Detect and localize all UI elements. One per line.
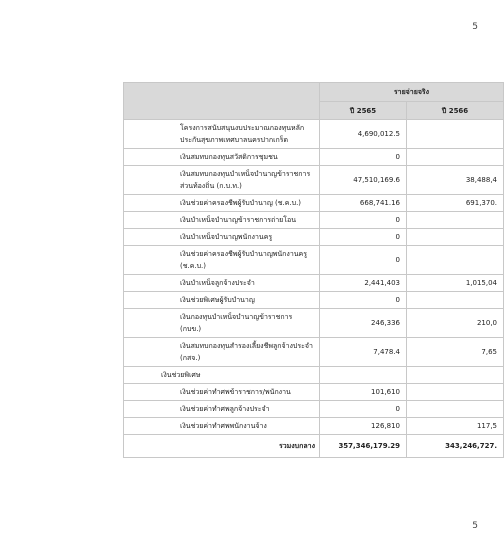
value-2565: 101,610 bbox=[320, 384, 407, 401]
value-2566: 1,015,04 bbox=[407, 275, 504, 292]
page-number-bottom: 5 bbox=[472, 521, 478, 531]
table-row bbox=[124, 309, 504, 338]
value-2565: 4,690,012.5 bbox=[320, 120, 407, 149]
table-row bbox=[124, 166, 504, 195]
value-2566: 117,5 bbox=[407, 418, 504, 435]
row-label: เงินบำเหน็จบำนาญพนักงานครู bbox=[124, 229, 320, 246]
table-row bbox=[124, 338, 504, 367]
row-label: เงินสมทบกองทุนบำเหน็จบำนาญข้าราชการส่วนท้องถิ่น (ก.บ.ท.) bbox=[124, 166, 320, 195]
value-2566: 210,0 bbox=[407, 309, 504, 338]
value-2565: 668,741.16 bbox=[320, 195, 407, 212]
value-2566 bbox=[407, 212, 504, 229]
value-2565: 0 bbox=[320, 149, 407, 166]
value-2566: 691,370. bbox=[407, 195, 504, 212]
table-row bbox=[124, 195, 504, 212]
table-body bbox=[124, 120, 504, 458]
row-label: เงินบำเหน็จบำนาญข้าราชการถ่ายโอน bbox=[124, 212, 320, 229]
row-label: โครงการสนับสนุนงบประมาณกองทุนหลักประกันสุขภาพเทศบาลนครปากเกร็ด bbox=[124, 120, 320, 149]
row-label: เงินช่วยค่าทำศพข้าราชการ/พนักงาน bbox=[124, 384, 320, 401]
table-row bbox=[124, 246, 504, 275]
value-2565: 0 bbox=[320, 246, 407, 275]
table-row bbox=[124, 275, 504, 292]
value-2566 bbox=[407, 120, 504, 149]
row-label: เงินช่วยค่าครองชีพผู้รับบำนาญ (ช.ค.บ.) bbox=[124, 195, 320, 212]
value-2565: 2,441,403 bbox=[320, 275, 407, 292]
row-label: เงินสมทบกองทุนสำรองเลี้ยงชีพลูกจ้างประจำ (กสจ.) bbox=[124, 338, 320, 367]
value-2566 bbox=[407, 246, 504, 275]
page-number-top: 5 bbox=[472, 22, 478, 32]
table-row bbox=[124, 149, 504, 166]
value-2565: 0 bbox=[320, 401, 407, 418]
value-2566 bbox=[407, 367, 504, 384]
row-group-label: เงินช่วยพิเศษ bbox=[124, 367, 320, 384]
table-row bbox=[124, 418, 504, 435]
row-label: เงินกองทุนบำเหน็จบำนาญข้าราชการ (กบข.) bbox=[124, 309, 320, 338]
total-2566: 343,246,727. bbox=[407, 435, 504, 458]
table-row bbox=[124, 292, 504, 309]
value-2565: 0 bbox=[320, 229, 407, 246]
value-2566 bbox=[407, 384, 504, 401]
expense-table bbox=[123, 82, 504, 458]
row-label: เงินสมทบกองทุนสวัสดิการชุมชน bbox=[124, 149, 320, 166]
total-2565: 357,346,179.29 bbox=[320, 435, 407, 458]
header-group-label: รายจ่ายจริง bbox=[320, 83, 504, 102]
row-label: เงินช่วยค่าครองชีพผู้รับบำนาญพนักงานครู (ช.ค.บ.) bbox=[124, 246, 320, 275]
value-2565: 0 bbox=[320, 212, 407, 229]
value-2565 bbox=[320, 367, 407, 384]
value-2565: 126,810 bbox=[320, 418, 407, 435]
value-2565: 7,478.4 bbox=[320, 338, 407, 367]
value-2566: 38,488,4 bbox=[407, 166, 504, 195]
row-label: เงินช่วยพิเศษผู้รับบำนาญ bbox=[124, 292, 320, 309]
value-2565: 47,510,169.6 bbox=[320, 166, 407, 195]
row-label: เงินบำเหน็จลูกจ้างประจำ bbox=[124, 275, 320, 292]
value-2565: 246,336 bbox=[320, 309, 407, 338]
table-row bbox=[124, 212, 504, 229]
total-row bbox=[124, 435, 504, 458]
expense-table-container bbox=[123, 82, 503, 458]
table-row bbox=[124, 367, 504, 384]
table-row bbox=[124, 120, 504, 149]
value-2566 bbox=[407, 149, 504, 166]
header-year-2566: ปี 2566 bbox=[407, 102, 504, 120]
header-year-2565: ปี 2565 bbox=[320, 102, 407, 120]
header-blank-cell bbox=[124, 83, 320, 120]
row-label: เงินช่วยค่าทำศพลูกจ้างประจำ bbox=[124, 401, 320, 418]
value-2566 bbox=[407, 229, 504, 246]
value-2566: 7,65 bbox=[407, 338, 504, 367]
table-row bbox=[124, 384, 504, 401]
value-2566 bbox=[407, 401, 504, 418]
table-row bbox=[124, 229, 504, 246]
table-row bbox=[124, 401, 504, 418]
row-label: เงินช่วยค่าทำศพพนักงานจ้าง bbox=[124, 418, 320, 435]
total-label: รวมงบกลาง bbox=[124, 435, 320, 458]
value-2566 bbox=[407, 292, 504, 309]
value-2565: 0 bbox=[320, 292, 407, 309]
